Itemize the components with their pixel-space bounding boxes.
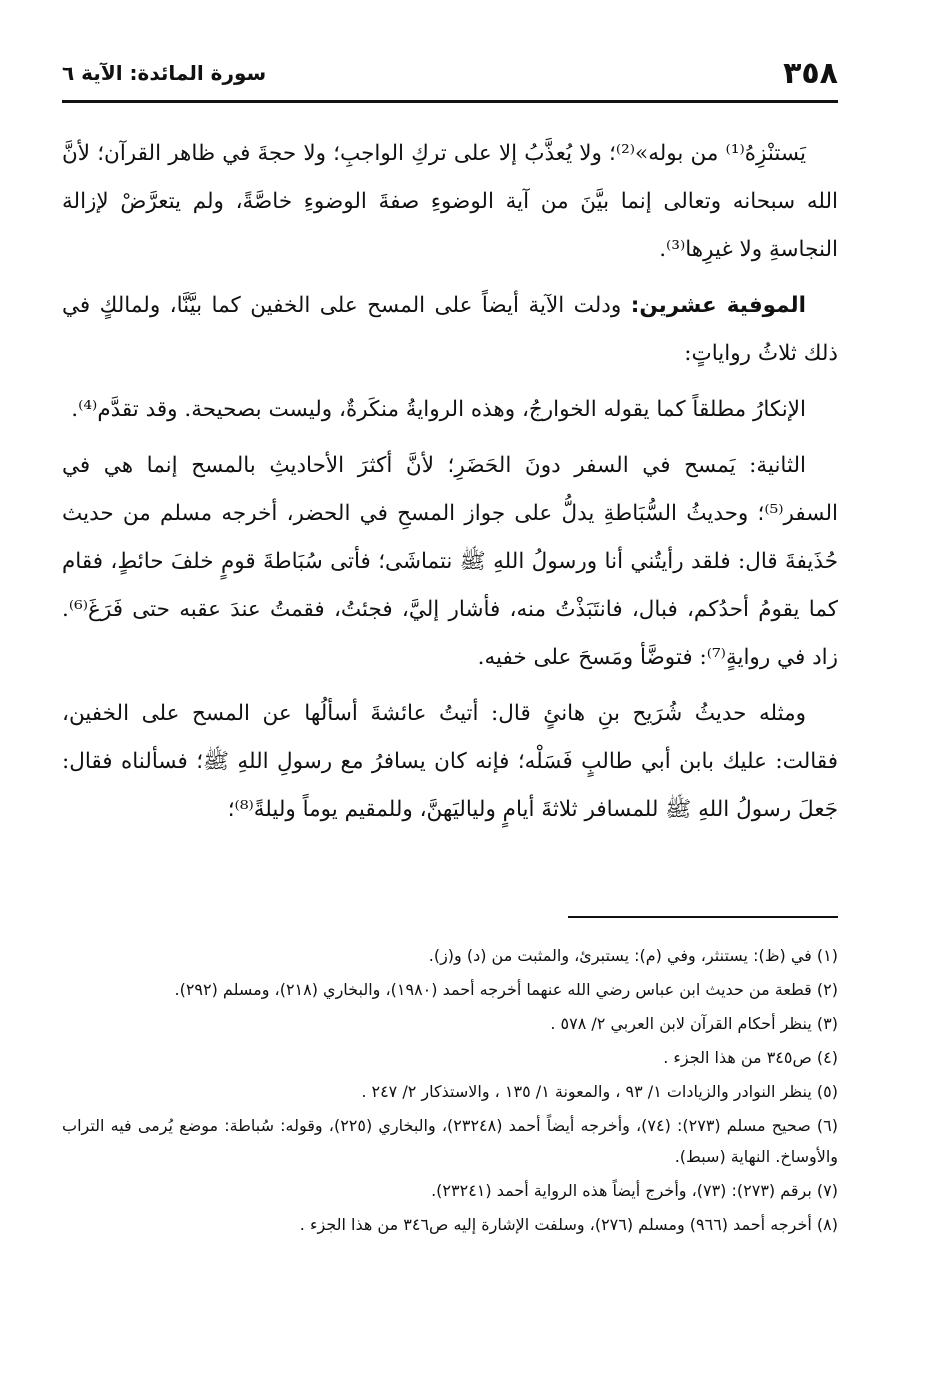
paragraph-2-lead: الموفية عشرين: [630,293,806,318]
running-title: سورة المائدة: الآية ٦ [62,61,267,85]
footnote-4: (٤) ص٣٤٥ من هذا الجزء . [663,1048,838,1067]
footnotes [62,940,838,1243]
paragraph-2 [62,282,838,378]
paragraph-2-text: ودلت الآية أيضاً على المسح على الخفين كما بيَّنَّا، ولمالكٍ في ذلك ثلاثُ رواياتٍ: [62,293,838,366]
footnote-2: (٢) قطعة من حديث ابن عباس رضي الله عنهما أخرجه أحمد (١٩٨٠)، والبخاري (٢١٨)، ومسلم (٢٩٢). [174,980,838,999]
footnote-8: (٨) أخرجه أحمد (٩٦٦) ومسلم (٢٧٦)، وسلفت الإشارة إليه ص٣٤٦ من هذا الجزء . [299,1215,838,1234]
footnote-3: (٣) ينظر أحكام القرآن لابن العربي ٢/ ٥٧٨ . [550,1014,838,1033]
footnote-1: (١) في (ظ): يستنثر، وفي (م): يستبرئ، والمثبت من (د) و(ز). [428,946,838,965]
page-header [62,52,838,94]
page-number: ٣٥٨ [783,55,838,91]
footnote-5: (٥) ينظر النوادر والزيادات ١/ ٩٣ ، والمعونة ١/ ١٣٥ ، والاستذكار ٢/ ٢٤٧ . [361,1082,838,1101]
paragraph-4: الثانية: يَمسح في السفر دونَ الحَضَرِ؛ لأنَّ أكثرَ الأحاديثِ بالمسح إنما هي في السفر⁽⁵⁾؛ وحديثُ السُّبَاطةِ يدلُّ على جواز المسحِ في الحضر، أخرجه مسلم من حديث حُذَيفةَ قال: فلقد رأيتُني أنا ورسولُ اللهِ ﷺ نتماشَى؛ فأتى سُبَاطةَ قومٍ خلفَ حائطٍ، فقام كما يقومُ أحدُكم، فبال، فانتَبَذْتُ منه، فأشار إليَّ، فجئتُ، فقمتُ عندَ عقبه حتى فَرَغَ⁽⁶⁾. زاد في روايةٍ⁽⁷⁾: فتوضَّأ ومَسحَ على خفيه. [62,453,838,670]
footnote-6: (٦) صحيح مسلم (٢٧٣): (٧٤)، وأخرجه أيضاً أحمد (٢٣٢٤٨)، والبخاري (٢٢٥)، وقوله: سُباطة: موضع يُرمى فيه التراب والأوساخ. النهاية (سبط). [62,1116,839,1166]
footnote-7: (٧) برقم (٢٧٣): (٧٣)، وأخرج أيضاً هذه الرواية أحمد (٢٣٢٤١). [431,1181,838,1200]
footnote-rule [568,916,838,918]
main-text [62,130,838,842]
paragraph-3: الإنكارُ مطلقاً كما يقوله الخوارجُ، وهذه الروايةُ منكَرةٌ، وليست بصحيحة. وقد تقدَّم⁽⁴⁾. [71,397,806,422]
paragraph-1: يَستنْزِهُ⁽¹⁾ من بوله»⁽²⁾؛ ولا يُعذَّبُ إلا على تركِ الواجبِ؛ ولا حجةَ في ظاهر القرآن؛ لأنَّ الله سبحانه وتعالى إنما بيَّنَ من آية الوضوءِ صفةَ الوضوءِ خاصَّةً، ولم يتعرَّضْ لإزالة النجاسةِ ولا غيرِها⁽³⁾. [62,141,838,262]
paragraph-5: ومثله حديثُ شُرَيح بنِ هانئٍ قال: أتيتُ عائشةَ أسألُها عن المسح على الخفين، فقالت: عليك بابن أبي طالبٍ فَسَلْه؛ فإنه كان يسافرُ مع رسولِ اللهِ ﷺ؛ فسألناه فقال: جَعلَ رسولُ اللهِ ﷺ للمسافر ثلاثةَ أيامٍ ولياليَهنَّ، وللمقيم يوماً وليلةً⁽⁸⁾؛ [62,701,838,822]
header-rule [62,100,838,103]
